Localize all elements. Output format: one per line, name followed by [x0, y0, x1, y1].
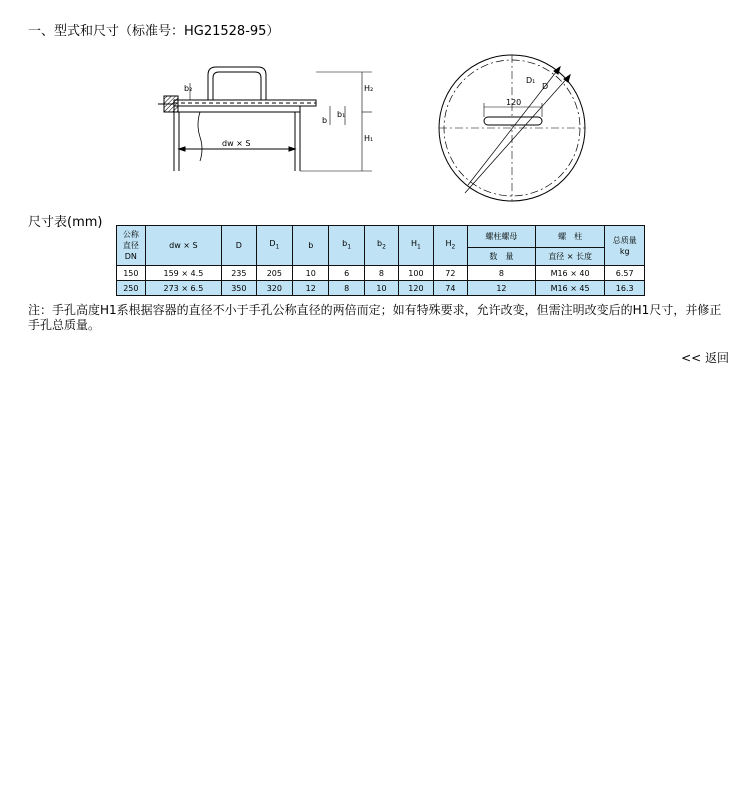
header-b: b	[293, 226, 329, 266]
table-row: 250 273 × 6.5 350 320 12 8 10 120 74 12 M16 × 45 16.3	[117, 281, 645, 296]
dimension-table	[116, 225, 645, 296]
label-dws: dw × S	[222, 139, 251, 148]
header-b1: $b_1$	[329, 226, 364, 266]
header-nut-group: 螺柱螺母	[468, 226, 536, 248]
section-title: 一、型式和尺寸（标准号：HG21528-95）	[28, 24, 280, 39]
label-120: 120	[506, 98, 522, 107]
header-H1: $H_1$	[399, 226, 434, 266]
back-link[interactable]: << 返回	[681, 351, 729, 365]
table-caption: 尺寸表(mm)	[28, 215, 103, 230]
header-bolt-group: 螺 柱	[535, 226, 605, 248]
header-b2: $b_2$	[364, 226, 398, 266]
table-row: 150 159 × 4.5 235 205 10 6 8 100 72 8 M16 × 40 6.57	[117, 266, 645, 281]
header-H2: $H_2$	[433, 226, 467, 266]
plan-view	[439, 55, 585, 201]
header-D: D	[222, 226, 257, 266]
label-h2: H₂	[364, 84, 374, 93]
label-b1: b₁	[337, 110, 346, 119]
header-nut-qty: 数 量	[468, 248, 536, 266]
header-bolt-size: 直径 × 长度	[535, 248, 605, 266]
header-dn: 公称 直径 DN	[117, 226, 146, 266]
label-d: D	[542, 82, 549, 91]
label-b2: b₂	[184, 84, 193, 93]
label-d1: D₁	[526, 76, 536, 85]
hand-hole-drawings	[150, 45, 610, 215]
header-dws: dw × S	[145, 226, 221, 266]
side-section-view	[158, 67, 372, 171]
note-text: 注：手孔高度H1系根据容器的直径不小于手孔公称直径的两倍而定；如有特殊要求，允许改变，但需注明改变后的H1尺寸，并修正手孔总质量。	[28, 303, 722, 332]
label-h1: H₁	[364, 134, 374, 143]
header-mass: 总质量 kg	[605, 226, 645, 266]
header-D1: $D_1$	[256, 226, 292, 266]
label-b: b	[322, 116, 328, 125]
